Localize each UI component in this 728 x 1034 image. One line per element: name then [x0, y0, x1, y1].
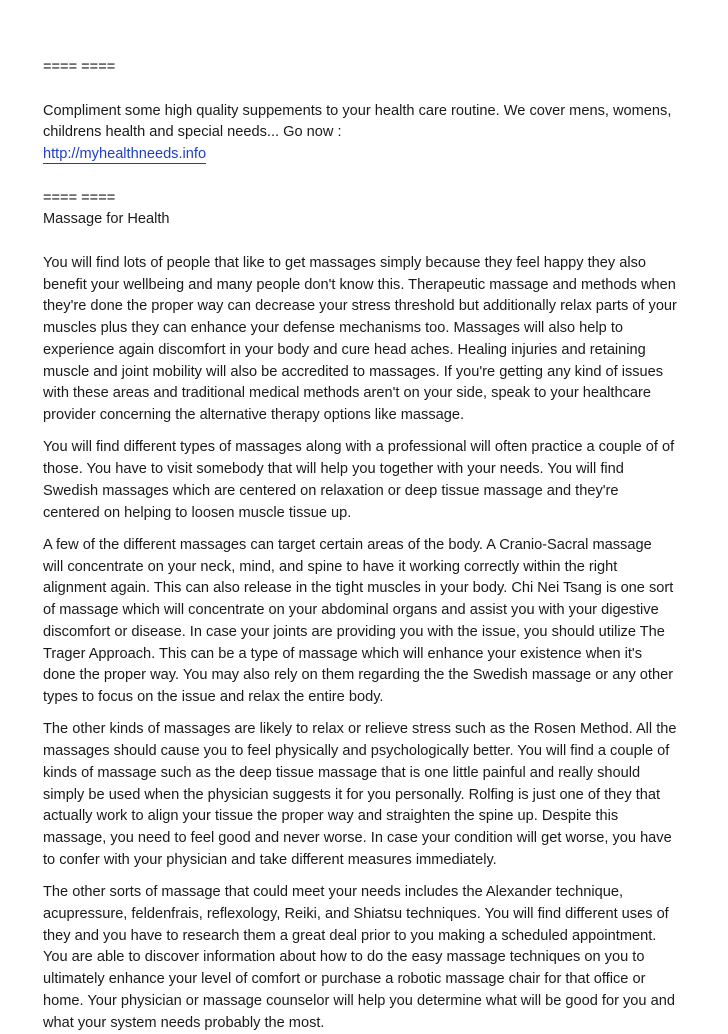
article-paragraph-3: A few of the different massages can target certain areas of the body. A Cranio-Sacral massage will concentrate on your neck, mind, and spine to have it working correctly within the right alignment again. This can also release in the tight muscles in your body. Chi Nei Tsang is one sort of massage which will concentrate on your abdominal organs and assist you with your digestive discomfort or disease. In case your joints are providing you with the issue, you should utilize The Trager Approach. This can be a type of massage which will enhance your existence when it's done the proper way. You may also rely on them regarding the the Swedish massage or any other types to focus on the issue and relax the entire body.	[43, 536, 674, 705]
article-title: Massage for Health	[43, 211, 170, 228]
promo-text: Compliment some high quality suppements to your health care routine. We cover mens, womens, childrens health and special needs... Go now :	[43, 102, 672, 141]
article-separator: ==== ====	[43, 189, 116, 206]
spacer	[43, 709, 693, 720]
spacer	[43, 427, 693, 438]
spacer	[43, 166, 693, 188]
article-paragraph-1: You will find lots of people that like to get massages simply because they feel happy they also benefit your wellbeing and many people don't know this. Therapeutic massage and methods when they're done the proper way can decrease your stress threshold but additionally relax parts of your muscles plus they can enhance your defense mechanisms too. Massages will also help to experience again discomfort in your body and cure head aches. Healing injuries and retaining muscle and joint mobility will also be accredited to massages. If you're getting any kind of issues with these areas and traditional medical methods aren't on your side, speak to your healthcare provider concerning the alternative therapy options like massage.	[43, 254, 677, 423]
spacer	[43, 872, 693, 883]
article-paragraph-2: You will find different types of massages along with a professional will often practice a couple of of those. You have to visit somebody that will help you together with your needs. You will find Swedish massages which are centered on relaxation or deep tissue massage and they're centered on helping to loosen muscle tissue up.	[43, 439, 675, 521]
article-paragraph-5: The other sorts of massage that could meet your needs includes the Alexander technique, acupressure, feldenfrais, reflexology, Reiki, and Shiatsu techniques. You will find different uses of they and you have to research them a great deal prior to you making a scheduled appointment. You are able to discover information about how to do the easy massage techniques on you to ultimately enhance your level of comfort or purchase a robotic massage chair for that office or home. Your physician or massage counselor will help you determine what will be good for you and what your system needs probably the most.	[43, 884, 675, 1031]
header-separator: ==== ====	[43, 59, 116, 75]
article-paragraph-4: The other kinds of massages are likely to relax or relieve stress such as the Rosen Method. All the massages should cause you to feel physically and psychologically better. You will find a couple of kinds of massage such as the deep tissue massage that is one little painful and really should simply be used when the physician suggests it for you personally. Rolfing is just one of they that actually work to align your tissue the proper way and straighten the spine up. Despite this massage, you need to feel good and never worse. In case your condition will get worse, you have to confer with your physician and take different measures immediately.	[43, 721, 677, 868]
spacer	[43, 79, 693, 101]
spacer	[43, 231, 693, 253]
document-page	[43, 57, 693, 1034]
spacer	[43, 524, 693, 535]
promo-link[interactable]: http://myhealthneeds.info	[43, 146, 207, 162]
